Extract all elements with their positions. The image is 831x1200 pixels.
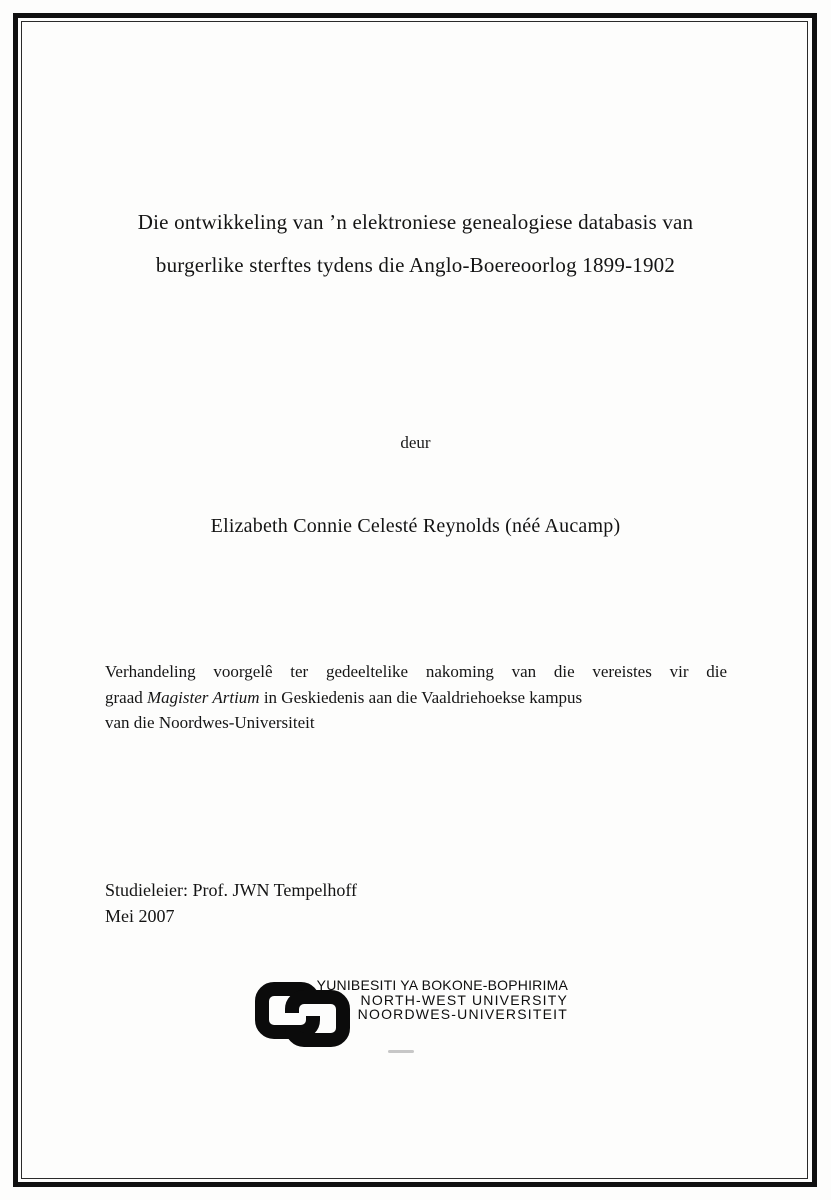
submission-line2-post: in Geskiedenis aan die Vaaldriehoekse kampus [259,687,583,707]
scan-artifact [388,1050,414,1053]
logo-text-english: NORTH-WEST UNIVERSITY [360,991,568,1008]
byline-label: deur [400,433,431,452]
thesis-title-line1: Die ontwikkeling van ’n elektroniese genealogiese databasis van [137,210,694,234]
supervisor-line: Studieleier: Prof. JWN Tempelhoff [105,880,358,900]
supervisor-block [105,877,357,929]
submission-line2-pre: graad [105,687,148,707]
submission-statement [105,659,727,736]
degree-name: Magister Artium [147,687,260,707]
logo-text-afrikaans: NOORDWES-UNIVERSITEIT [357,1006,568,1023]
submission-line2 [105,685,727,711]
thesis-title [60,201,771,287]
submission-line3: van die Noordwes-Universiteit [105,713,315,732]
author-name: Elizabeth Connie Celesté Reynolds (néé Aucamp) [210,515,621,537]
logo-text-setswana: YUNIBESITI YA BOKONE-BOPHIRIMA [316,977,568,993]
submission-line1: Verhandeling voorgelê ter gedeeltelike nakoming van die vereistes vir die [105,662,727,681]
page-border-inner [21,21,808,1179]
date-line: Mei 2007 [105,906,175,926]
thesis-title-line2: burgerlike sterftes tydens die Anglo-Boereoorlog 1899-1902 [155,253,676,277]
